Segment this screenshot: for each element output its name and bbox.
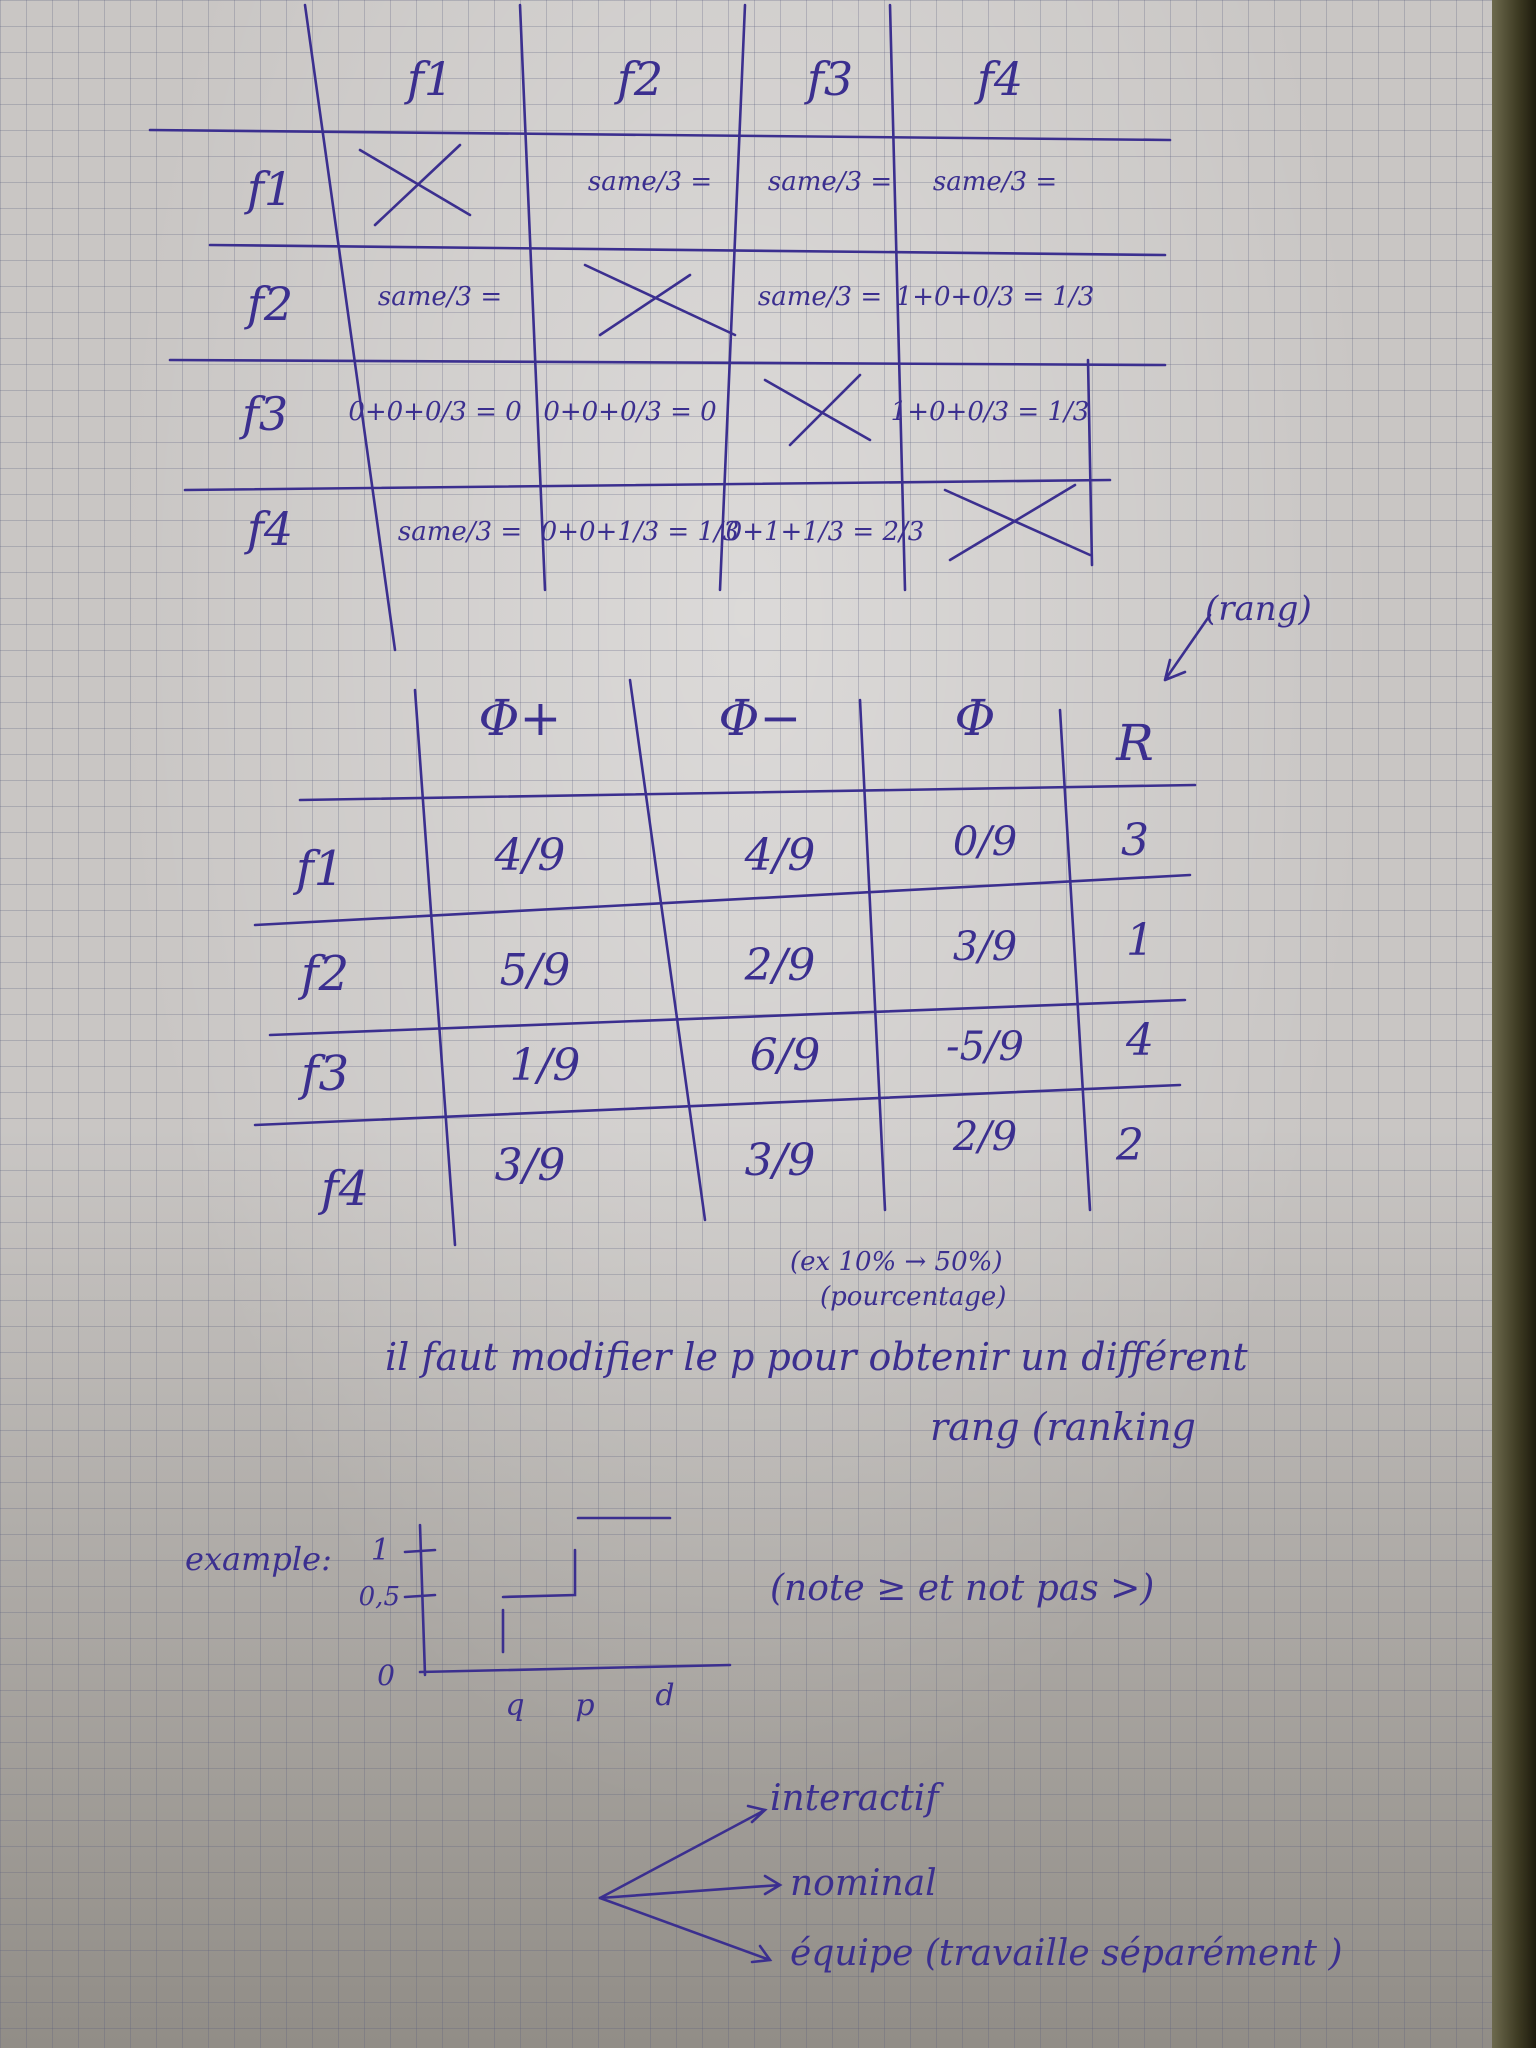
t1-cell: same/3 =: [397, 517, 523, 547]
t2-rank: 2: [1116, 1120, 1144, 1171]
t1-cell: 1+0+0/3 = 1/3: [895, 282, 1095, 312]
x-label: q: [505, 1688, 525, 1723]
t2-row-label: f3: [300, 1046, 350, 1102]
pourcentage-note: (pourcentage): [820, 1282, 1007, 1312]
percent-note: (ex 10% → 50%): [790, 1247, 1003, 1277]
t2-phi-minus: 2/9: [744, 940, 816, 991]
t2-phi-minus: 6/9: [749, 1030, 821, 1081]
branch-label: interactif: [770, 1778, 939, 1819]
rang-annotation: (rang): [1205, 589, 1312, 629]
t1-cell: same/3 =: [587, 167, 713, 197]
t2-col-header: R: [1116, 714, 1154, 772]
t1-col-header: f3: [806, 52, 854, 106]
t2-phi-plus: 1/9: [509, 1040, 581, 1091]
t2-rank: 1: [1126, 915, 1154, 966]
t2-row-label: f2: [300, 946, 350, 1002]
sentence-line-2: rang (ranking: [930, 1405, 1196, 1449]
t1-cell: 0+0+1/3 = 1/3: [540, 517, 740, 547]
t1-cell: same/3 =: [377, 282, 503, 312]
t2-col-header: Φ+: [478, 689, 562, 747]
t1-col-header: f4: [976, 52, 1024, 106]
y-tick-label: 0: [377, 1659, 395, 1692]
diagonal-cross-mark: [945, 485, 1090, 560]
t2-phi: 2/9: [952, 1114, 1018, 1160]
t1-cell: 0+0+0/3 = 0: [543, 397, 717, 427]
tick-1: [405, 1550, 435, 1552]
t2-rank: 4: [1126, 1015, 1154, 1066]
pairwise-preference-table: [150, 5, 1170, 650]
t2-phi-minus: 4/9: [744, 830, 816, 881]
t1-cell: same/3 =: [932, 167, 1058, 197]
branch-label: équipe (travaille séparément ): [790, 1933, 1343, 1974]
t2-phi: 0/9: [952, 819, 1018, 865]
t1-row-header: f3: [241, 387, 289, 441]
t2-col-header: Φ: [954, 689, 996, 747]
diagonal-cross-mark: [765, 375, 870, 445]
t1-col-header: f2: [616, 52, 664, 106]
t1-cell: 0+0+0/3 = 0: [348, 397, 522, 427]
example-note: (note ≥ et not pas >): [770, 1568, 1155, 1609]
y-tick-label: 1: [370, 1533, 390, 1568]
flow-ranking-table: [255, 680, 1195, 1245]
x-axis: [420, 1665, 730, 1672]
t2-phi: -5/9: [946, 1024, 1024, 1070]
rang-arrow: [1165, 615, 1210, 680]
t1-cell: 0+1+1/3 = 2/3: [725, 517, 925, 547]
t2-rank: 3: [1121, 815, 1149, 866]
branch-label: nominal: [790, 1863, 937, 1904]
t1-row-header: f4: [246, 502, 294, 556]
t2-phi: 3/9: [952, 924, 1018, 970]
x-label: d: [655, 1678, 675, 1713]
x-label: p: [575, 1688, 595, 1723]
y-axis: [420, 1525, 425, 1675]
t2-col-header: Φ−: [718, 689, 802, 747]
step-function: [503, 1518, 670, 1652]
t2-row-label: f4: [320, 1161, 370, 1217]
t1-col-header: f1: [406, 52, 454, 106]
tick-0-5: [405, 1595, 435, 1597]
sentence-line-1: il faut modifier le p pour obtenir un différent: [385, 1335, 1248, 1379]
example-label: example:: [185, 1540, 332, 1578]
branch-diagram: [600, 1778, 1343, 1974]
diagonal-cross-mark: [585, 265, 735, 335]
t2-phi-plus: 4/9: [494, 830, 566, 881]
t1-cell: 1+0+0/3 = 1/3: [890, 397, 1090, 427]
t2-phi-plus: 5/9: [499, 945, 571, 996]
t1-row-header: f1: [246, 162, 294, 216]
example-threshold-graph: [185, 1518, 1154, 1723]
t2-phi-minus: 3/9: [744, 1135, 816, 1186]
t2-phi-plus: 3/9: [494, 1140, 566, 1191]
t1-cell: same/3 =: [767, 167, 893, 197]
diagonal-cross-mark: [360, 145, 470, 225]
t1-row-header: f2: [246, 277, 294, 331]
t2-row-label: f1: [295, 841, 345, 897]
y-tick-label: 0,5: [358, 1582, 400, 1612]
t1-cell: same/3 =: [757, 282, 883, 312]
